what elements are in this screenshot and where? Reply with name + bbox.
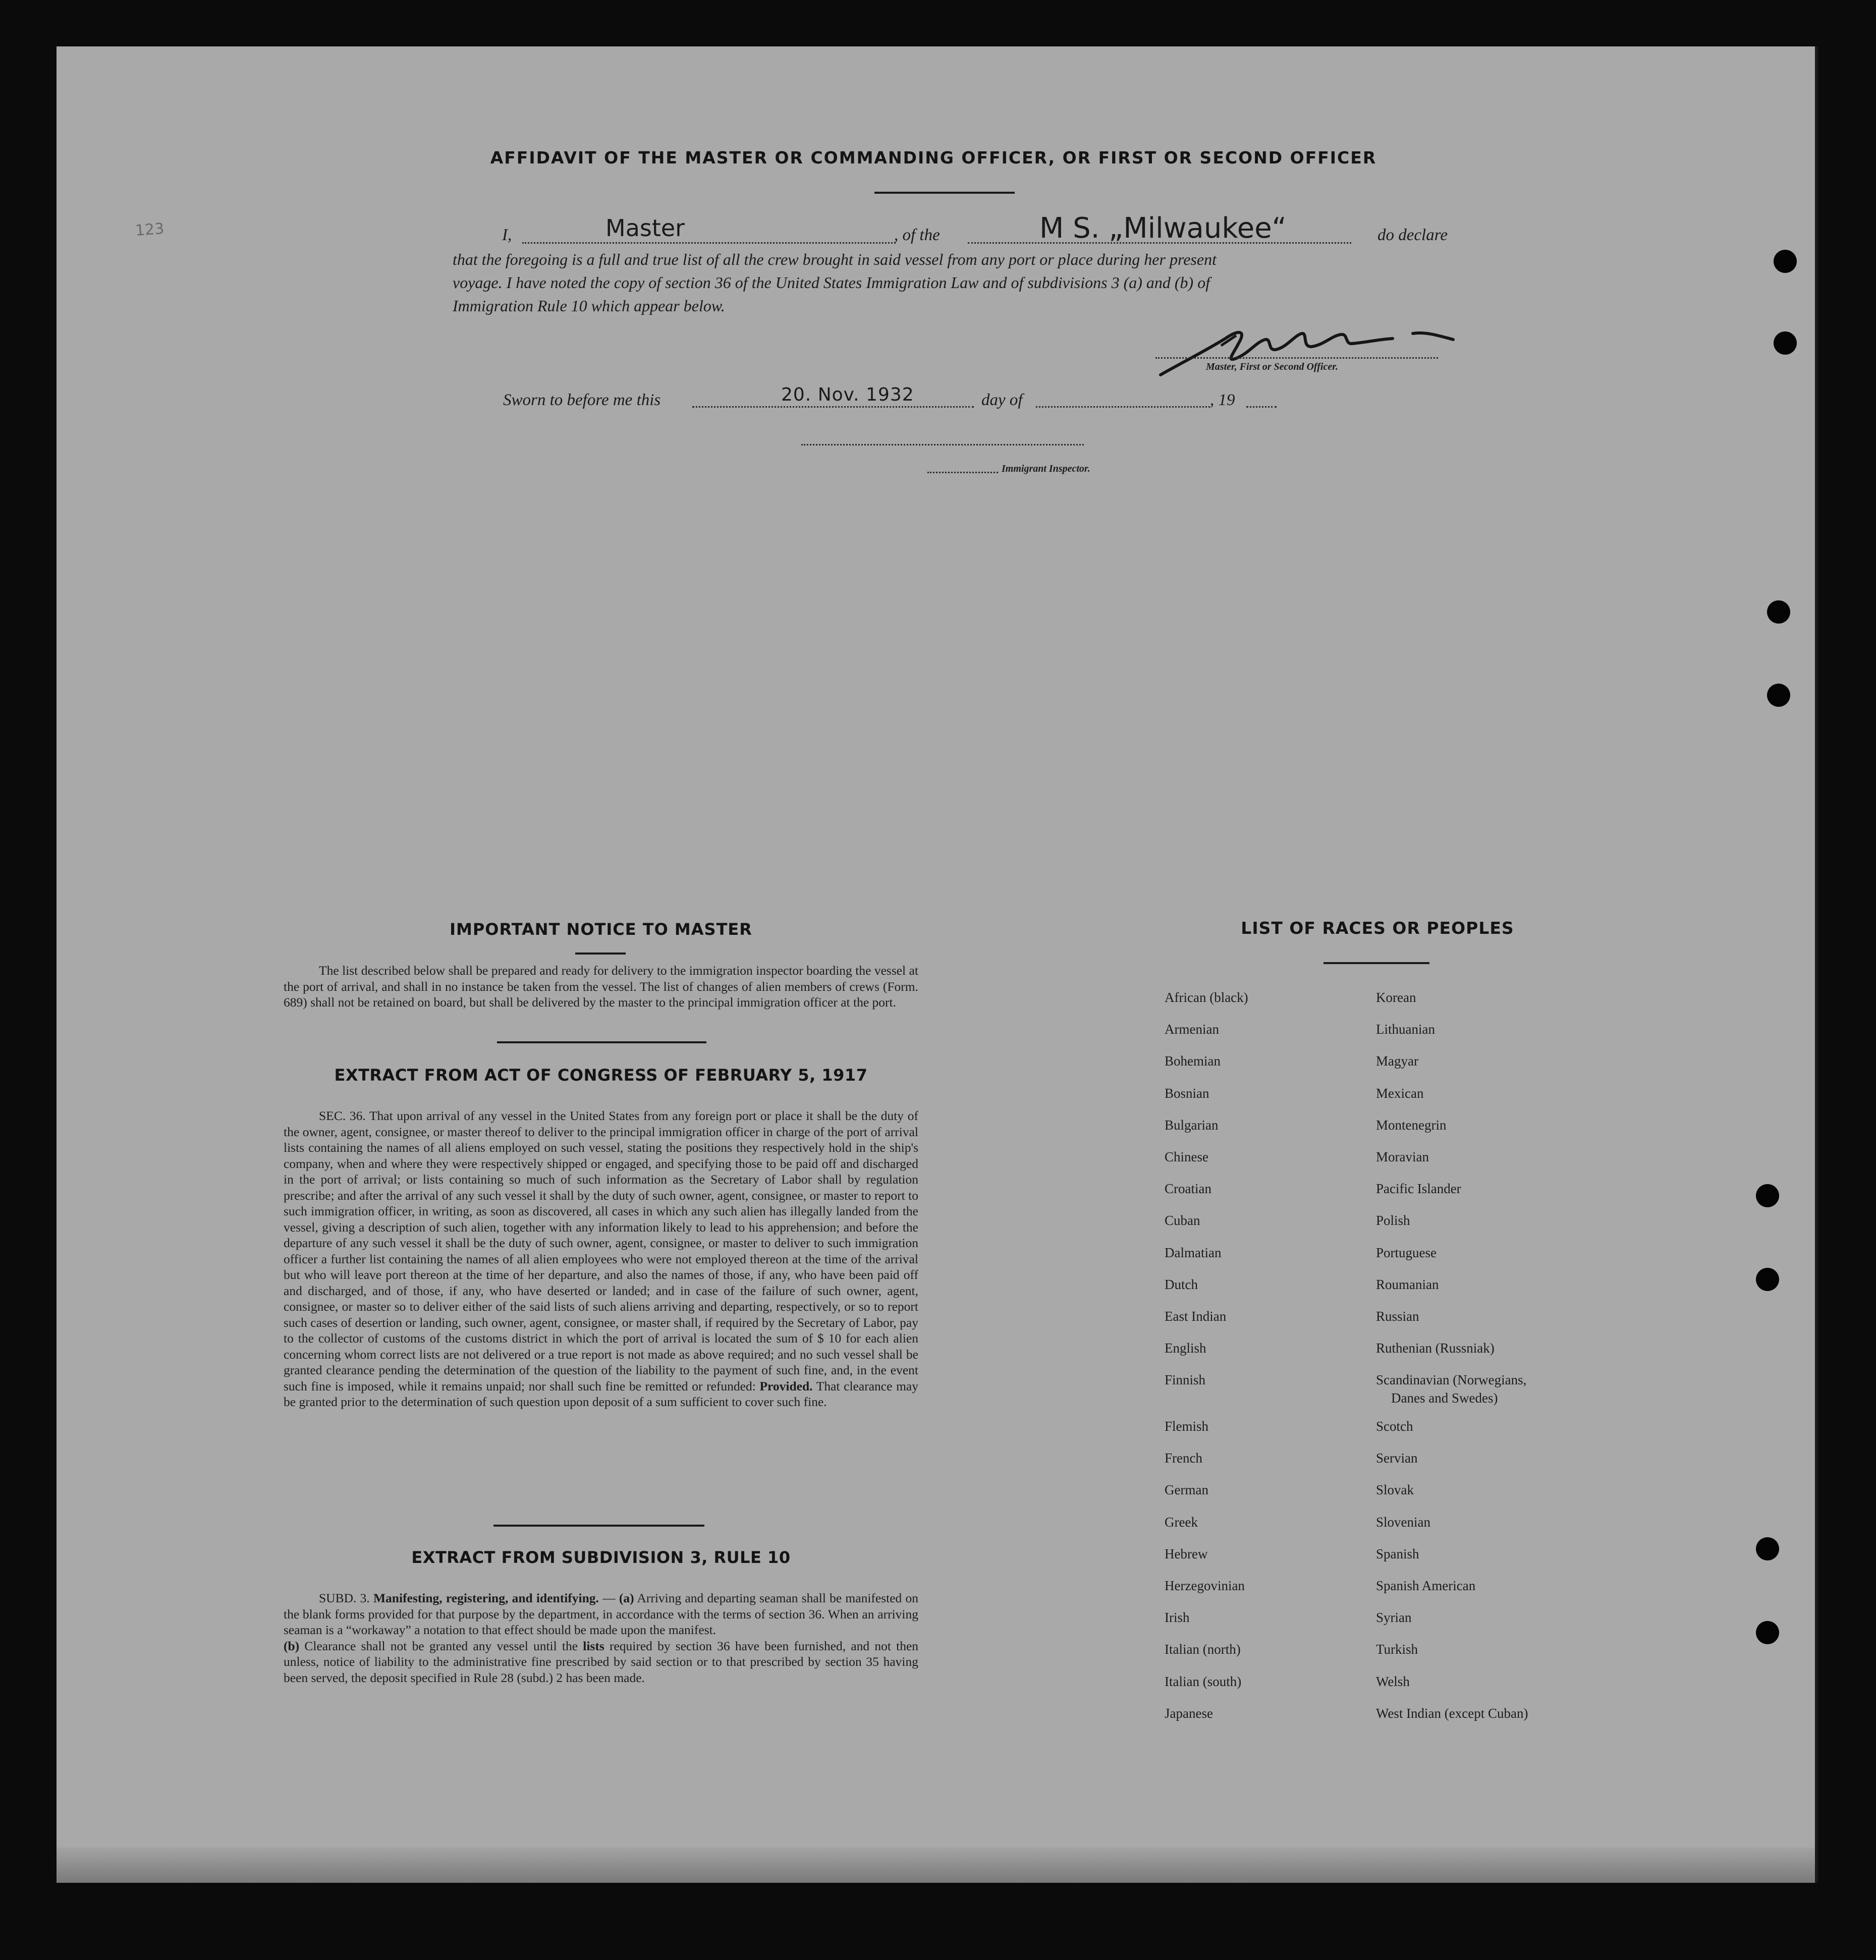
punch-hole — [1767, 684, 1790, 707]
part-b-label: (b) — [284, 1638, 300, 1653]
race-item: Lithuanian — [1376, 1022, 1435, 1037]
sworn-label: Sworn to before me this — [503, 391, 661, 409]
vessel-value: M S. „Milwaukee“ — [1039, 212, 1287, 245]
act-text — [284, 1108, 918, 1410]
race-item: Korean — [1376, 990, 1416, 1005]
margin-mark: 123 — [134, 220, 165, 240]
part-a-label: (a) — [619, 1591, 634, 1605]
inspector-signature-line — [801, 444, 1084, 445]
statement-line-2: voyage. I have noted the copy of section 36 of the United States Immigration Law and of subdivisions 3 (a) and (b) of — [453, 273, 1210, 292]
punch-hole — [1774, 331, 1797, 355]
sworn-date-stamp: 20. Nov. 1932 — [781, 384, 914, 405]
year-label: , 19 — [1210, 391, 1235, 409]
signature-caption: Master, First or Second Officer. — [1206, 361, 1338, 372]
race-item: Greek — [1165, 1514, 1198, 1530]
race-item: Armenian — [1165, 1022, 1219, 1037]
provided-label: Provided. — [759, 1378, 813, 1393]
part-a-text: Arriving and departing seaman shall be manifested on the blank forms provided for that purpose by the department, in accordance with the terms of section 36. When an arriving seaman is a “workaway” a notation to that effect should be made upon the manifest. — [284, 1591, 919, 1637]
divider — [575, 953, 626, 955]
subd-label: SUBD. 3. — [319, 1591, 370, 1605]
inspector-caption-line — [927, 472, 998, 473]
race-item: French — [1165, 1450, 1202, 1466]
race-item: German — [1165, 1482, 1208, 1498]
notice-heading: IMPORTANT NOTICE TO MASTER — [450, 920, 752, 939]
race-item: Montenegrin — [1376, 1117, 1447, 1133]
race-item: Croatian — [1165, 1181, 1211, 1197]
race-item: Italian (north) — [1165, 1642, 1241, 1657]
race-item: Pacific Islander — [1376, 1181, 1461, 1197]
signature-line — [1155, 357, 1438, 359]
punch-hole — [1756, 1537, 1779, 1560]
i-label: I, — [502, 226, 512, 244]
race-item: Danes and Swedes) — [1391, 1390, 1498, 1406]
act-paragraph — [284, 1108, 918, 1410]
divider — [493, 1525, 704, 1527]
race-item: Polish — [1376, 1213, 1410, 1228]
race-item: Japanese — [1165, 1705, 1213, 1721]
statement-line-1: that the foregoing is a full and true list of all the crew brought in said vessel from any port or place during her present — [453, 250, 1217, 268]
month-line — [1036, 406, 1210, 408]
race-item: English — [1165, 1340, 1206, 1356]
act-heading: EXTRACT FROM ACT OF CONGRESS OF FEBRUARY 5, 1917 — [334, 1066, 868, 1085]
race-item: Flemish — [1165, 1419, 1209, 1434]
affidavit-heading: AFFIDAVIT OF THE MASTER OR COMMANDING OFFICER, OR FIRST OR SECOND OFFICER — [490, 148, 1377, 167]
race-item: Dutch — [1165, 1276, 1198, 1292]
act-body: SEC. 36. That upon arrival of any vessel in the United States from any foreign port or place it shall be the duty of the owner, agent, consignee, or master thereof to deliver to the principal immigration officer in charge of the port of arrival lists containing the names of all aliens employed on such vessel, stating the positions they respectively hold in the ship's company, when and where they were respectively shipped or engaged, and specifying those to be paid off and discharged in the port of arrival; or lists containing so much of such information as the Secretary of Labor shall by regulation prescribe; and after the arrival of any such vessel it shall by the duty of such owner, agent, consignee, or master to report to such immigration officer, in writing, as soon as discovered, all cases in which any such alien has illegally landed from the vessel, giving a description of such alien, together with any information likely to lead to his apprehension; and before the departure of any such vessel it shall be the duty of such owner, agent, consignee, or master to deliver to such immigration officer a further list containing the names of all alien employees who were not employed thereon at the time of the arrival but who will leave port thereon at the time of her departure, and also the names of those, if any, who have been paid off and discharged, and of those, if any, who have deserted or landed; and in case of the failure of such owner, agent, consignee, or master so to deliver either of the said lists of such aliens arriving and departing, respectively, or so to report such cases of desertion or landing, such owner, agent, consignee, or master shall, if required by the Secretary of Labor, pay to the collector of customs of the customs district in which the port of arrival is located the sum of $ 10 for each alien concerning whom correct lists are not delivered or a true report is not made as above required; and no such vessel shall be granted clearance pending the determination of the question of the liability to the payment of such fine, and, in the event such fine is imposed, while it remains unpaid; nor shall such fine be remitted or refunded: — [284, 1108, 918, 1393]
notice-text — [284, 963, 918, 1011]
race-item: Spanish American — [1376, 1578, 1476, 1593]
of-the-label: , of the — [894, 226, 940, 244]
race-item: Dalmatian — [1165, 1245, 1222, 1260]
race-item: Slovak — [1376, 1482, 1414, 1498]
punch-hole — [1774, 250, 1797, 273]
race-item: Roumanian — [1376, 1276, 1439, 1292]
race-item: Hebrew — [1165, 1546, 1208, 1561]
divider — [497, 1041, 706, 1043]
punch-hole — [1756, 1621, 1779, 1644]
punch-hole — [1756, 1184, 1779, 1207]
race-item: Chinese — [1165, 1149, 1208, 1164]
race-item: African (black) — [1165, 990, 1248, 1005]
races-heading: LIST OF RACES OR PEOPLES — [1241, 918, 1514, 938]
race-item: Magyar — [1376, 1053, 1418, 1069]
day-of-label: day of — [981, 391, 1023, 409]
rule-paragraph-b — [284, 1638, 918, 1686]
part-b-text-1: Clearance shall not be granted any vessel until the — [304, 1638, 578, 1653]
race-item: Scotch — [1376, 1419, 1413, 1434]
inspector-caption: Immigrant Inspector. — [1002, 463, 1090, 474]
rule-paragraph-a: SUBD. 3. Manifesting, registering, and identifying. — (a) Arriving and departing seaman shall be manifested on the blank forms provided for that purpose by the department, in accordance with the terms of section 36. When an arriving seaman is a “workaway” a notation to that effect should be made upon the manifest. — [284, 1591, 919, 1637]
part-b-text-2: required by section 36 have been furnished, and not then unless, notice of liability to the administrative fine prescribed by said section or to that prescribed by section 35 having been served, the deposit specified in Rule 28 (subd.) 2 has been made. — [284, 1638, 919, 1685]
race-item: Cuban — [1165, 1213, 1200, 1228]
race-item: Bosnian — [1165, 1085, 1209, 1101]
race-item: Irish — [1165, 1610, 1190, 1626]
subd-title: Manifesting, registering, and identifying. — [373, 1591, 599, 1605]
race-item: Moravian — [1376, 1149, 1429, 1164]
notice-paragraph: The list described below shall be prepared and ready for delivery to the immigration inspector boarding the vessel at the port of arrival, and shall in no instance be taken from the vessel. The list of changes of alien members of crews (Form. 689) shall not be retained on board, but shall be delivered by the master to the principal immigration officer at the port. — [284, 963, 918, 1010]
divider — [1323, 962, 1429, 964]
race-item: Ruthenian (Russniak) — [1376, 1340, 1495, 1356]
sworn-date-line — [692, 406, 974, 408]
race-item: Slovenian — [1376, 1514, 1430, 1530]
name-value: Master — [605, 214, 685, 242]
divider — [874, 192, 1015, 194]
race-item: Spanish — [1376, 1546, 1419, 1561]
punch-hole — [1756, 1268, 1779, 1291]
race-item: Scandinavian (Norwegians, — [1376, 1372, 1527, 1388]
race-item: Turkish — [1376, 1642, 1418, 1657]
race-item: Bulgarian — [1165, 1117, 1219, 1133]
race-item: Bohemian — [1165, 1053, 1221, 1069]
rule-heading: EXTRACT FROM SUBDIVISION 3, RULE 10 — [411, 1548, 791, 1567]
rule-text — [284, 1590, 918, 1686]
race-item: Italian (south) — [1165, 1673, 1242, 1689]
race-item: East Indian — [1165, 1309, 1227, 1324]
name-line — [522, 242, 896, 244]
race-item: Finnish — [1165, 1372, 1206, 1388]
part-b-lists: lists — [583, 1638, 604, 1653]
punch-hole — [1767, 600, 1790, 624]
race-item: Portuguese — [1376, 1245, 1437, 1260]
statement-line-3: Immigration Rule 10 which appear below. — [453, 297, 725, 315]
race-item: Russian — [1376, 1309, 1419, 1324]
act-body-end: That clearance may be granted prior to the determination of such question upon deposit of a sum sufficient to cover such fine. — [284, 1378, 918, 1409]
race-item: Welsh — [1376, 1673, 1410, 1689]
year-line — [1246, 406, 1277, 408]
race-item: Syrian — [1376, 1610, 1412, 1626]
page-edge-shadow — [57, 1847, 1815, 1883]
race-item: Mexican — [1376, 1085, 1424, 1101]
do-declare-label: do declare — [1377, 226, 1448, 244]
race-item: West Indian (except Cuban) — [1376, 1705, 1528, 1721]
race-item: Servian — [1376, 1450, 1418, 1466]
race-item: Herzegovinian — [1165, 1578, 1245, 1593]
